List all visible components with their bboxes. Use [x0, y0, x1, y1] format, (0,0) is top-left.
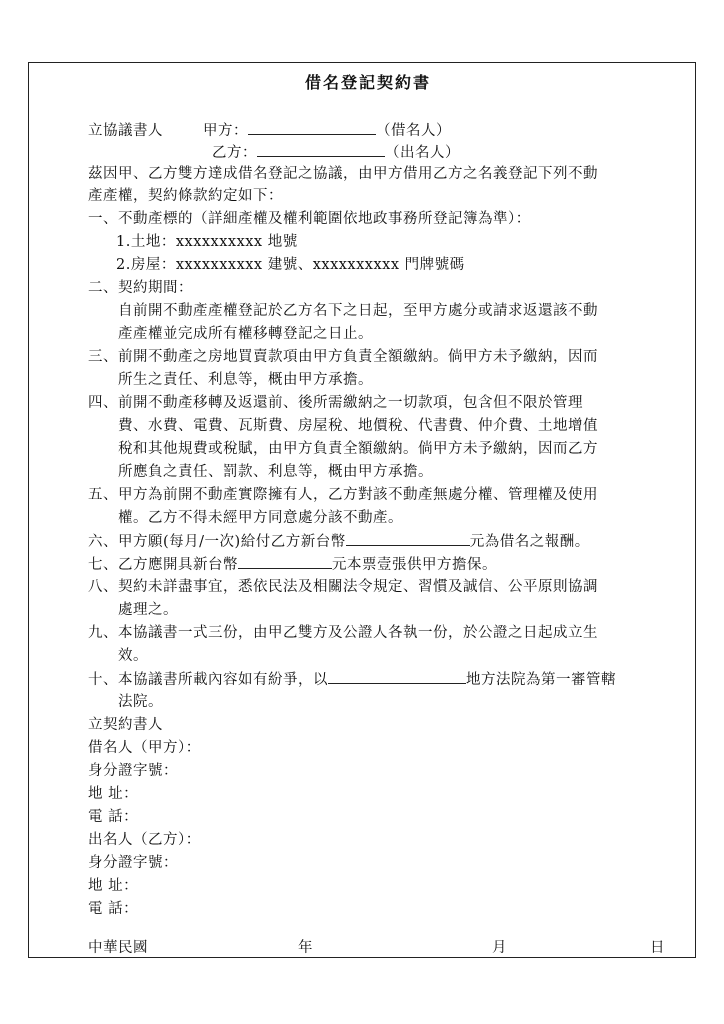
clause-4-line-3: 稅和其他規費或稅賦，由甲方負責全額繳納。倘甲方未予繳納，因而乙方: [118, 441, 598, 457]
date-day: 日: [650, 940, 665, 956]
party-a-title: 借名人（甲方）：: [88, 740, 201, 756]
clause-10: [88, 669, 616, 690]
party-a-address: 地 址：: [88, 786, 139, 802]
clause-7: [88, 554, 497, 575]
parties-label: 立協議書人: [88, 123, 163, 139]
signature-heading: 立契約書人: [88, 717, 163, 733]
clause-7-amount-blank: [238, 554, 332, 569]
clause-6-pre: 六、甲方願(每月/一次)給付乙方新台幣: [88, 534, 346, 550]
clause-5-line-1: 五、甲方為前開不動產實際擁有人，乙方對該不動產無處分權、管理權及使用: [88, 487, 598, 503]
party-b-blank: [257, 142, 385, 157]
clause-2: 二、契約期間：: [88, 280, 193, 296]
clause-6-amount-blank: [346, 531, 470, 546]
clause-6: [88, 531, 590, 552]
clause-3-line-2: 所生之責任、利息等，概由甲方承擔。: [118, 372, 373, 388]
clause-4-line-4: 所應負之責任、罰款、利息等，概由甲方承擔。: [118, 464, 433, 480]
clause-4-line-1: 四、前開不動產移轉及返還前、後所需繳納之一切款項，包含但不限於管理: [88, 395, 583, 411]
clause-4-line-2: 費、水費、電費、瓦斯費、房屋稅、地價稅、代書費、仲介費、土地增值: [118, 418, 598, 434]
party-b-note: （出名人）: [385, 145, 460, 161]
party-b-label: 乙方：: [212, 145, 257, 161]
clause-2-body-2: 產產權並完成所有權移轉登記之日止。: [118, 326, 373, 342]
clause-10-pre: 十、本協議書所載內容如有紛爭，以: [88, 672, 328, 688]
document-title: 借名登記契約書: [304, 73, 431, 92]
party-a-blank: [248, 120, 376, 135]
party-b-address: 地 址：: [88, 878, 139, 894]
party-a-label: 甲方：: [203, 123, 248, 139]
party-b-id: 身分證字號：: [88, 855, 178, 871]
clause-10-post: 地方法院為第一審管轄: [466, 672, 616, 688]
clause-1: 一、不動產標的（詳細產權及權利範圍依地政事務所登記簿為準）：: [88, 211, 531, 227]
clause-7-post: 元本票壹張供甲方擔保。: [332, 557, 497, 573]
party-a-line: [88, 120, 451, 141]
clause-9-line-1: 九、本協議書一式三份，由甲乙雙方及公證人各執一份，於公證之日起成立生: [88, 625, 598, 641]
party-a-phone: 電 話：: [88, 809, 139, 825]
party-b-line: [212, 142, 460, 163]
date-month: 月: [492, 940, 507, 956]
intro-line-2: 產產權，契約條款約定如下：: [88, 188, 283, 204]
clause-10-continuation: 法院。: [118, 694, 163, 710]
party-a-id: 身分證字號：: [88, 763, 178, 779]
clause-1-item-1: 1.土地：xxxxxxxxxx 地號: [116, 234, 298, 250]
party-b-phone: 電 話：: [88, 901, 139, 917]
clause-5-line-2: 權。乙方不得未經甲方同意處分該不動產。: [118, 510, 403, 526]
clause-2-body-1: 自前開不動產產權登記於乙方名下之日起，至甲方處分或請求返還該不動: [118, 303, 598, 319]
clause-6-post: 元為借名之報酬。: [469, 534, 590, 550]
clause-9-line-2: 效。: [118, 648, 148, 664]
intro-line-1: 茲因甲、乙方雙方達成借名登記之協議，由甲方借用乙方之名義登記下列不動: [88, 166, 598, 182]
party-b-title: 出名人（乙方）：: [88, 832, 201, 848]
clause-8-line-2: 處理之。: [118, 602, 178, 618]
clause-3-line-1: 三、前開不動產之房地買賣款項由甲方負責全額繳納。倘甲方未予繳納，因而: [88, 349, 598, 365]
date-year: 年: [298, 940, 313, 956]
date-era: 中華民國: [88, 940, 148, 956]
clause-7-pre: 七、乙方應開具新台幣: [88, 557, 238, 573]
clause-8-line-1: 八、契約未詳盡事宜，悉依民法及相關法令規定、習慣及誠信、公平原則協調: [88, 579, 598, 595]
party-a-note: （借名人）: [376, 123, 451, 139]
clause-1-item-2: 2.房屋：xxxxxxxxxx 建號、xxxxxxxxxx 門牌號碼: [116, 257, 465, 273]
clause-10-court-blank: [328, 669, 466, 684]
